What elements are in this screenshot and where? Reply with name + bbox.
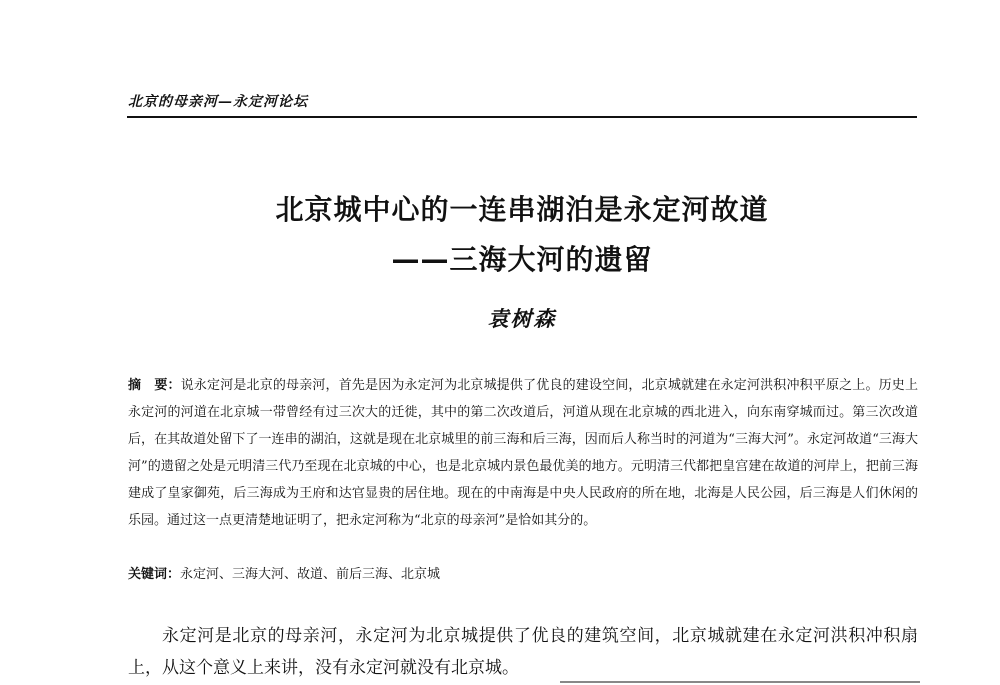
author-name: 袁树森: [487, 306, 557, 331]
header-rule: [127, 116, 917, 118]
article-title: 北京城中心的一连串湖泊是永定河故道: [275, 193, 769, 226]
article-subtitle: ——三海大河的遗留: [391, 243, 653, 276]
keywords-block: [128, 565, 918, 585]
abstract-block: [128, 372, 918, 534]
keywords-label: 关键词：: [128, 567, 181, 582]
clipped-next-line: [560, 678, 920, 685]
abstract-text: 说永定河是北京的母亲河，首先是因为永定河为北京城提供了优良的建设空间，北京城就建在永定河洪积冲积平原之上。历史上永定河的河道在北京城一带曾经有过三次大的迁徙，其中的第二次改道后，河道从现在北京城的西北进入，向东南穿城而过。第三次改道后，在其故道处留下了一连串的湖泊，这就是现在北京城里的前三海和后三海，因而后人称当时的河道为“三海大河”。永定河故道“三海大河”的遗留之处是元明清三代乃至现在北京城的中心，也是北京城内景色最优美的地方。元明清三代都把皇宫建在故道的河岸上，把前三海建成了皇家御苑，后三海成为王府和达官显贵的居住地。现在的中南海是中央人民政府的所在地，北海是人民公园，后三海是人们休闲的乐园。通过这一点更清楚地证明了，把永定河称为“北京的母亲河”是恰如其分的。: [128, 378, 918, 528]
abstract-label: 摘 要：: [128, 378, 181, 393]
running-header: 北京的母亲河—永定河论坛: [128, 94, 308, 110]
body-paragraph: 永定河是北京的母亲河，永定河为北京城提供了优良的建筑空间，北京城就建在永定河洪积冲积扇上，从这个意义上来讲，没有永定河就没有北京城。: [128, 626, 918, 678]
keywords-text: 永定河、三海大河、故道、前后三海、北京城: [180, 567, 441, 582]
